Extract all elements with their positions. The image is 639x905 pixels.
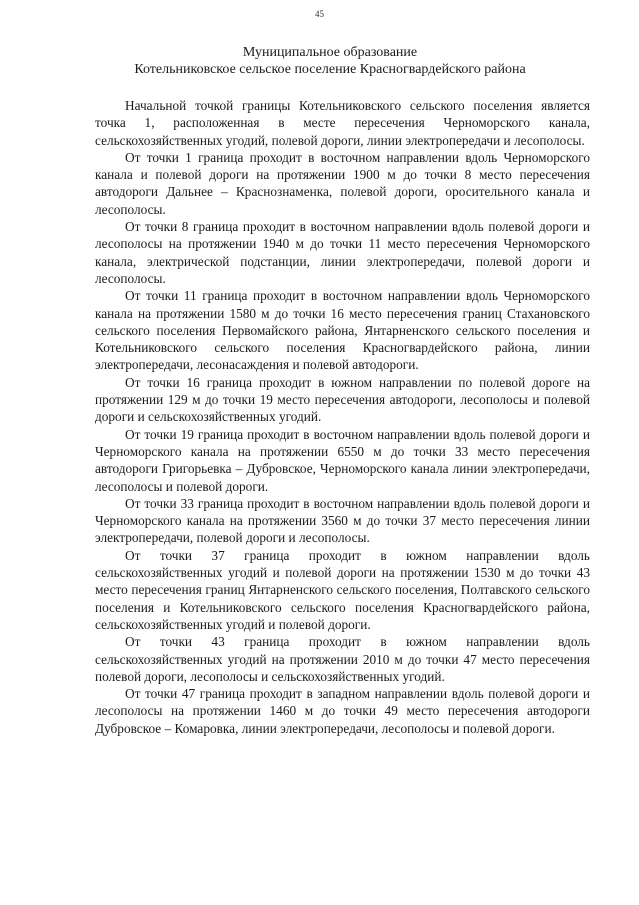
document-body (95, 97, 590, 737)
paragraph: От точки 8 граница проходит в восточном направлении вдоль полевой дороги и лесополосы на протяжении 1940 м до точки 11 место пересечения Черноморского канала, электрической подстанции, линии электропередачи, полевой дороги и лесополосы. (95, 219, 590, 286)
document-heading (70, 44, 590, 78)
heading-line-2: Котельниковское сельское поселение Красногвардейского района (134, 62, 526, 77)
paragraph: От точки 16 граница проходит в южном направлении по полевой дороге на протяжении 129 м до точки 19 место пересечения автодороги, лесополосы и полевой дороги и сельскохозяйственных угодий. (95, 374, 590, 425)
paragraph: От точки 1 граница проходит в восточном направлении вдоль Черноморского канала и полевой дороги на протяжении 1900 м до точки 8 место пересечения автодороги Дальнее – Краснознаменка, полевой дороги, оросительного канала и лесополосы. (95, 149, 590, 217)
paragraph: От точки 33 граница проходит в восточном направлении вдоль полевой дороги и Черноморского канала на протяжении 3560 м до точки 37 место пересечения линии электропередачи, полевой дороги и лесополосы. (95, 495, 590, 546)
paragraph: От точки 11 граница проходит в восточном направлении вдоль Черноморского канала на протяжении 1580 м до точки 16 место пересечения границ Стахановского сельского поселения Первомайского района, Янтарненского сельского поселения и Котельниковского сельского поселения Красногвардейского района, линии электропередачи, лесонасаждения и полевой автодороги. (95, 288, 590, 373)
paragraph: Начальной точкой границы Котельниковского сельского поселения является точка 1, расположенная в месте пересечения Черноморского канала, сельскохозяйственных угодий, полевой дороги, линии электропередачи и лесополосы. (95, 98, 590, 148)
paragraph: От точки 19 граница проходит в восточном направлении вдоль полевой дороги и Черноморского канала на протяжении 6550 м до точки 33 место пересечения автодороги Григорьевка – Дубровское, Черноморского канала линии электропередачи, лесополосы и полевой дороги. (95, 426, 590, 494)
page-number: 45 (315, 9, 324, 19)
heading-line-1: Муниципальное образование (242, 45, 418, 60)
paragraph: От точки 47 граница проходит в западном направлении вдоль полевой дороги и лесополосы на протяжении 1460 м до точки 49 место пересечения автодороги Дубровское – Комаровка, линии электропередачи, лесополосы и полевой дороги. (95, 686, 590, 736)
paragraph: От точки 43 граница проходит в южном направлении вдоль сельскохозяйственных угодий на протяжении 2010 м до точки 47 место пересечения полевой дороги, лесополосы и сельскохозяйственных угодий. (95, 634, 590, 684)
paragraph: От точки 37 граница проходит в южном направлении вдоль сельскохозяйственных угодий и полевой дороги на протяжении 1530 м до точки 43 место пересечения границ Янтарненского сельского поселения, Полтавского сельского поселения и Котельниковского сельского поселения Красногвардейского района, сельскохозяйственных угодий и полевой дороги. (95, 547, 590, 632)
